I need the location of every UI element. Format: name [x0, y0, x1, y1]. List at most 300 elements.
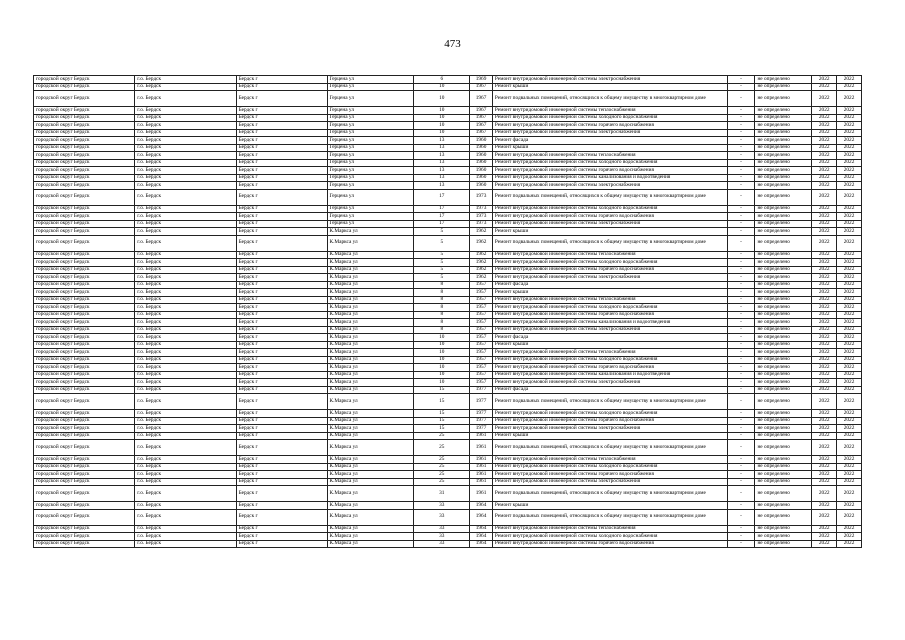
- city-cell: Бердск г: [236, 281, 327, 289]
- municipality-cell: городской округ Бердск: [34, 341, 135, 349]
- work-cost-cell: -: [727, 471, 755, 479]
- street-cell: К.Маркса ул: [327, 349, 414, 357]
- year-built-cell: 1977: [470, 417, 493, 425]
- street-cell: К.Маркса ул: [327, 235, 414, 251]
- street-cell: К.Маркса ул: [327, 533, 414, 541]
- end-year-cell: 2022: [837, 107, 862, 115]
- work-type-cell: Ремонт фасада: [492, 334, 727, 342]
- table-row: [34, 159, 862, 167]
- city-cell: Бердск г: [236, 304, 327, 312]
- house-number-cell: 13: [414, 174, 470, 182]
- start-year-cell: 2022: [812, 386, 837, 394]
- municipality-cell: городской округ Бердск: [34, 182, 135, 190]
- work-type-cell: Ремонт внутридомовой инженерной системы горячего водоснабжения: [492, 122, 727, 130]
- completion-status-cell: не определено: [755, 251, 812, 259]
- completion-status-cell: не определено: [755, 311, 812, 319]
- start-year-cell: 2022: [812, 319, 837, 327]
- completion-status-cell: не определено: [755, 417, 812, 425]
- district-cell: г.о. Бердск: [135, 304, 236, 312]
- street-cell: К.Маркса ул: [327, 502, 414, 510]
- start-year-cell: 2022: [812, 471, 837, 479]
- work-type-cell: Ремонт внутридомовой инженерной системы канализования и водоотведения: [492, 371, 727, 379]
- house-number-cell: 10: [414, 371, 470, 379]
- municipality-cell: городской округ Бердск: [34, 356, 135, 364]
- district-cell: г.о. Бердск: [135, 91, 236, 107]
- municipality-cell: городской округ Бердск: [34, 220, 135, 228]
- street-cell: К.Маркса ул: [327, 486, 414, 502]
- district-cell: г.о. Бердск: [135, 425, 236, 433]
- municipality-cell: городской округ Бердск: [34, 525, 135, 533]
- street-cell: К.Маркса ул: [327, 281, 414, 289]
- house-number-cell: 6: [414, 76, 470, 84]
- city-cell: Бердск г: [236, 122, 327, 130]
- start-year-cell: 2022: [812, 107, 837, 115]
- start-year-cell: 2022: [812, 167, 837, 175]
- house-number-cell: 13: [414, 152, 470, 160]
- city-cell: Бердск г: [236, 167, 327, 175]
- house-number-cell: 5: [414, 266, 470, 274]
- municipality-cell: городской округ Бердск: [34, 213, 135, 221]
- work-type-cell: Ремонт внутридомовой инженерной системы электроснабжения: [492, 326, 727, 334]
- work-type-cell: Ремонт внутридомовой инженерной системы электроснабжения: [492, 182, 727, 190]
- house-number-cell: 10: [414, 122, 470, 130]
- work-type-cell: Ремонт внутридомовой инженерной системы холодного водоснабжения: [492, 159, 727, 167]
- year-built-cell: 1957: [470, 319, 493, 327]
- house-number-cell: 10: [414, 364, 470, 372]
- city-cell: Бердск г: [236, 289, 327, 297]
- table-row: [34, 235, 862, 251]
- work-type-cell: Ремонт внутридомовой инженерной системы электроснабжения: [492, 220, 727, 228]
- district-cell: г.о. Бердск: [135, 251, 236, 259]
- house-number-cell: 15: [414, 386, 470, 394]
- city-cell: Бердск г: [236, 417, 327, 425]
- district-cell: г.о. Бердск: [135, 540, 236, 548]
- start-year-cell: 2022: [812, 266, 837, 274]
- municipality-cell: городской округ Бердск: [34, 364, 135, 372]
- end-year-cell: 2022: [837, 296, 862, 304]
- end-year-cell: 2022: [837, 394, 862, 410]
- work-cost-cell: -: [727, 274, 755, 282]
- start-year-cell: 2022: [812, 251, 837, 259]
- municipality-cell: городской округ Бердск: [34, 326, 135, 334]
- work-cost-cell: -: [727, 152, 755, 160]
- street-cell: К.Маркса ул: [327, 259, 414, 267]
- district-cell: г.о. Бердск: [135, 205, 236, 213]
- work-type-cell: Ремонт внутридомовой инженерной системы горячего водоснабжения: [492, 540, 727, 548]
- table-row: [34, 152, 862, 160]
- end-year-cell: 2022: [837, 478, 862, 486]
- house-number-cell: 8: [414, 289, 470, 297]
- completion-status-cell: не определено: [755, 356, 812, 364]
- district-cell: г.о. Бердск: [135, 334, 236, 342]
- house-number-cell: 10: [414, 91, 470, 107]
- municipality-cell: городской округ Бердск: [34, 410, 135, 418]
- end-year-cell: 2022: [837, 220, 862, 228]
- street-cell: Герцена ул: [327, 174, 414, 182]
- municipality-cell: городской округ Бердск: [34, 289, 135, 297]
- completion-status-cell: не определено: [755, 167, 812, 175]
- completion-status-cell: не определено: [755, 371, 812, 379]
- start-year-cell: 2022: [812, 137, 837, 145]
- table-row: [34, 189, 862, 205]
- municipality-cell: городской округ Бердск: [34, 259, 135, 267]
- start-year-cell: 2022: [812, 213, 837, 221]
- completion-status-cell: не определено: [755, 364, 812, 372]
- street-cell: К.Маркса ул: [327, 341, 414, 349]
- work-type-cell: Ремонт внутридомовой инженерной системы теплоснабжения: [492, 296, 727, 304]
- work-cost-cell: -: [727, 122, 755, 130]
- work-type-cell: Ремонт подвальных помещений, относящихся к общему имуществу в многоквартирном доме: [492, 486, 727, 502]
- start-year-cell: 2022: [812, 456, 837, 464]
- table-row: [34, 379, 862, 387]
- work-type-cell: Ремонт подвальных помещений, относящихся к общему имуществу в многоквартирном доме: [492, 440, 727, 456]
- city-cell: Бердск г: [236, 341, 327, 349]
- municipality-cell: городской округ Бердск: [34, 471, 135, 479]
- completion-status-cell: не определено: [755, 296, 812, 304]
- work-type-cell: Ремонт фасада: [492, 281, 727, 289]
- start-year-cell: 2022: [812, 311, 837, 319]
- street-cell: К.Маркса ул: [327, 394, 414, 410]
- work-cost-cell: -: [727, 417, 755, 425]
- table-row: [34, 266, 862, 274]
- year-built-cell: 1964: [470, 502, 493, 510]
- completion-status-cell: не определено: [755, 456, 812, 464]
- house-number-cell: 13: [414, 167, 470, 175]
- house-number-cell: 8: [414, 311, 470, 319]
- district-cell: г.о. Бердск: [135, 379, 236, 387]
- house-number-cell: 10: [414, 341, 470, 349]
- street-cell: К.Маркса ул: [327, 274, 414, 282]
- start-year-cell: 2022: [812, 371, 837, 379]
- street-cell: К.Маркса ул: [327, 463, 414, 471]
- end-year-cell: 2022: [837, 228, 862, 236]
- completion-status-cell: не определено: [755, 471, 812, 479]
- work-cost-cell: -: [727, 356, 755, 364]
- completion-status-cell: не определено: [755, 334, 812, 342]
- district-cell: г.о. Бердск: [135, 167, 236, 175]
- municipality-cell: городской округ Бердск: [34, 394, 135, 410]
- city-cell: Бердск г: [236, 440, 327, 456]
- work-type-cell: Ремонт внутридомовой инженерной системы электроснабжения: [492, 274, 727, 282]
- end-year-cell: 2022: [837, 386, 862, 394]
- start-year-cell: 2022: [812, 364, 837, 372]
- city-cell: Бердск г: [236, 379, 327, 387]
- work-type-cell: Ремонт крыши: [492, 144, 727, 152]
- city-cell: Бердск г: [236, 205, 327, 213]
- house-number-cell: 10: [414, 107, 470, 115]
- table-row: [34, 425, 862, 433]
- district-cell: г.о. Бердск: [135, 159, 236, 167]
- house-number-cell: 17: [414, 220, 470, 228]
- completion-status-cell: не определено: [755, 274, 812, 282]
- table-row: [34, 432, 862, 440]
- district-cell: г.о. Бердск: [135, 502, 236, 510]
- year-built-cell: 1962: [470, 251, 493, 259]
- house-number-cell: 10: [414, 356, 470, 364]
- year-built-cell: 1962: [470, 228, 493, 236]
- house-number-cell: 17: [414, 189, 470, 205]
- house-number-cell: 8: [414, 326, 470, 334]
- city-cell: Бердск г: [236, 509, 327, 525]
- work-cost-cell: -: [727, 296, 755, 304]
- year-built-cell: 1957: [470, 364, 493, 372]
- completion-status-cell: не определено: [755, 159, 812, 167]
- start-year-cell: 2022: [812, 76, 837, 84]
- house-number-cell: 10: [414, 114, 470, 122]
- end-year-cell: 2022: [837, 251, 862, 259]
- start-year-cell: 2022: [812, 349, 837, 357]
- city-cell: Бердск г: [236, 311, 327, 319]
- district-cell: г.о. Бердск: [135, 107, 236, 115]
- municipality-cell: городской округ Бердск: [34, 159, 135, 167]
- year-built-cell: 1973: [470, 189, 493, 205]
- end-year-cell: 2022: [837, 440, 862, 456]
- street-cell: К.Маркса ул: [327, 478, 414, 486]
- page-number: 473: [444, 38, 461, 50]
- start-year-cell: 2022: [812, 114, 837, 122]
- end-year-cell: 2022: [837, 410, 862, 418]
- house-number-cell: 17: [414, 205, 470, 213]
- work-cost-cell: -: [727, 425, 755, 433]
- district-cell: г.о. Бердск: [135, 174, 236, 182]
- year-built-cell: 1962: [470, 266, 493, 274]
- street-cell: Герцена ул: [327, 205, 414, 213]
- house-number-cell: 31: [414, 486, 470, 502]
- district-cell: г.о. Бердск: [135, 144, 236, 152]
- start-year-cell: 2022: [812, 304, 837, 312]
- street-cell: Герцена ул: [327, 129, 414, 137]
- table-row: [34, 274, 862, 282]
- city-cell: Бердск г: [236, 159, 327, 167]
- start-year-cell: 2022: [812, 289, 837, 297]
- completion-status-cell: не определено: [755, 129, 812, 137]
- completion-status-cell: не определено: [755, 76, 812, 84]
- district-cell: г.о. Бердск: [135, 129, 236, 137]
- table-row: [34, 334, 862, 342]
- completion-status-cell: не определено: [755, 220, 812, 228]
- city-cell: Бердск г: [236, 525, 327, 533]
- completion-status-cell: не определено: [755, 486, 812, 502]
- work-cost-cell: -: [727, 137, 755, 145]
- start-year-cell: 2022: [812, 509, 837, 525]
- work-type-cell: Ремонт подвальных помещений, относящихся к общему имуществу в многоквартирном доме: [492, 91, 727, 107]
- street-cell: Герцена ул: [327, 167, 414, 175]
- district-cell: г.о. Бердск: [135, 356, 236, 364]
- completion-status-cell: не определено: [755, 91, 812, 107]
- house-number-cell: 33: [414, 540, 470, 548]
- completion-status-cell: не определено: [755, 107, 812, 115]
- work-type-cell: Ремонт внутридомовой инженерной системы теплоснабжения: [492, 456, 727, 464]
- completion-status-cell: не определено: [755, 540, 812, 548]
- work-type-cell: Ремонт внутридомовой инженерной системы теплоснабжения: [492, 251, 727, 259]
- work-type-cell: Ремонт внутридомовой инженерной системы электроснабжения: [492, 76, 727, 84]
- district-cell: г.о. Бердск: [135, 228, 236, 236]
- work-cost-cell: -: [727, 533, 755, 541]
- city-cell: Бердск г: [236, 319, 327, 327]
- work-cost-cell: -: [727, 235, 755, 251]
- year-built-cell: 1957: [470, 311, 493, 319]
- completion-status-cell: не определено: [755, 463, 812, 471]
- work-cost-cell: -: [727, 463, 755, 471]
- municipality-cell: городской округ Бердск: [34, 456, 135, 464]
- end-year-cell: 2022: [837, 349, 862, 357]
- work-type-cell: Ремонт внутридомовой инженерной системы горячего водоснабжения: [492, 471, 727, 479]
- city-cell: Бердск г: [236, 76, 327, 84]
- table-row: [34, 107, 862, 115]
- end-year-cell: 2022: [837, 356, 862, 364]
- year-built-cell: 1960: [470, 174, 493, 182]
- district-cell: г.о. Бердск: [135, 213, 236, 221]
- work-cost-cell: -: [727, 213, 755, 221]
- year-built-cell: 1957: [470, 356, 493, 364]
- work-cost-cell: -: [727, 311, 755, 319]
- city-cell: Бердск г: [236, 502, 327, 510]
- table-row: [34, 540, 862, 548]
- completion-status-cell: не определено: [755, 432, 812, 440]
- house-number-cell: 5: [414, 235, 470, 251]
- district-cell: г.о. Бердск: [135, 152, 236, 160]
- start-year-cell: 2022: [812, 502, 837, 510]
- district-cell: г.о. Бердск: [135, 533, 236, 541]
- work-cost-cell: -: [727, 502, 755, 510]
- start-year-cell: 2022: [812, 463, 837, 471]
- end-year-cell: 2022: [837, 463, 862, 471]
- year-built-cell: 1967: [470, 129, 493, 137]
- completion-status-cell: не определено: [755, 174, 812, 182]
- work-type-cell: Ремонт крыши: [492, 432, 727, 440]
- table-row: [34, 486, 862, 502]
- municipality-cell: городской округ Бердск: [34, 228, 135, 236]
- completion-status-cell: не определено: [755, 137, 812, 145]
- start-year-cell: 2022: [812, 281, 837, 289]
- district-cell: г.о. Бердск: [135, 114, 236, 122]
- end-year-cell: 2022: [837, 486, 862, 502]
- end-year-cell: 2022: [837, 425, 862, 433]
- municipality-cell: городской округ Бердск: [34, 478, 135, 486]
- street-cell: К.Маркса ул: [327, 440, 414, 456]
- street-cell: К.Маркса ул: [327, 228, 414, 236]
- end-year-cell: 2022: [837, 311, 862, 319]
- district-cell: г.о. Бердск: [135, 364, 236, 372]
- work-cost-cell: -: [727, 91, 755, 107]
- house-number-cell: 5: [414, 259, 470, 267]
- completion-status-cell: не определено: [755, 281, 812, 289]
- table-row: [34, 471, 862, 479]
- work-cost-cell: -: [727, 478, 755, 486]
- table-row: [34, 319, 862, 327]
- start-year-cell: 2022: [812, 144, 837, 152]
- table-row: [34, 228, 862, 236]
- work-cost-cell: -: [727, 189, 755, 205]
- district-cell: г.о. Бердск: [135, 122, 236, 130]
- work-type-cell: Ремонт внутридомовой инженерной системы холодного водоснабжения: [492, 259, 727, 267]
- house-number-cell: 8: [414, 296, 470, 304]
- end-year-cell: 2022: [837, 334, 862, 342]
- street-cell: Герцена ул: [327, 144, 414, 152]
- start-year-cell: 2022: [812, 394, 837, 410]
- house-number-cell: 33: [414, 502, 470, 510]
- house-number-cell: 15: [414, 425, 470, 433]
- city-cell: Бердск г: [236, 533, 327, 541]
- street-cell: К.Маркса ул: [327, 379, 414, 387]
- district-cell: г.о. Бердск: [135, 76, 236, 84]
- district-cell: г.о. Бердск: [135, 289, 236, 297]
- table-row: [34, 311, 862, 319]
- table-row: [34, 182, 862, 190]
- year-built-cell: 1957: [470, 326, 493, 334]
- city-cell: Бердск г: [236, 228, 327, 236]
- start-year-cell: 2022: [812, 356, 837, 364]
- street-cell: Герцена ул: [327, 213, 414, 221]
- municipality-cell: городской округ Бердск: [34, 304, 135, 312]
- year-built-cell: 1957: [470, 334, 493, 342]
- year-built-cell: 1960: [470, 167, 493, 175]
- city-cell: Бердск г: [236, 91, 327, 107]
- end-year-cell: 2022: [837, 326, 862, 334]
- completion-status-cell: не определено: [755, 144, 812, 152]
- completion-status-cell: не определено: [755, 266, 812, 274]
- street-cell: Герцена ул: [327, 107, 414, 115]
- municipality-cell: городской округ Бердск: [34, 463, 135, 471]
- completion-status-cell: не определено: [755, 259, 812, 267]
- table-row: [34, 220, 862, 228]
- start-year-cell: 2022: [812, 205, 837, 213]
- end-year-cell: 2022: [837, 533, 862, 541]
- municipality-cell: городской округ Бердск: [34, 349, 135, 357]
- end-year-cell: 2022: [837, 371, 862, 379]
- work-cost-cell: -: [727, 107, 755, 115]
- table-row: [34, 410, 862, 418]
- table-row: [34, 456, 862, 464]
- work-type-cell: Ремонт крыши: [492, 289, 727, 297]
- work-cost-cell: -: [727, 319, 755, 327]
- street-cell: К.Маркса ул: [327, 304, 414, 312]
- year-built-cell: 1967: [470, 122, 493, 130]
- house-number-cell: 10: [414, 129, 470, 137]
- work-cost-cell: -: [727, 456, 755, 464]
- city-cell: Бердск г: [236, 456, 327, 464]
- work-type-cell: Ремонт внутридомовой инженерной системы холодного водоснабжения: [492, 304, 727, 312]
- end-year-cell: 2022: [837, 144, 862, 152]
- start-year-cell: 2022: [812, 174, 837, 182]
- table-row: [34, 91, 862, 107]
- city-cell: Бердск г: [236, 478, 327, 486]
- district-cell: г.о. Бердск: [135, 471, 236, 479]
- table-row: [34, 502, 862, 510]
- table-row: [34, 440, 862, 456]
- work-type-cell: Ремонт внутридомовой инженерной системы горячего водоснабжения: [492, 167, 727, 175]
- work-cost-cell: -: [727, 251, 755, 259]
- street-cell: К.Маркса ул: [327, 364, 414, 372]
- municipality-cell: городской округ Бердск: [34, 417, 135, 425]
- table-row: [34, 533, 862, 541]
- work-type-cell: Ремонт внутридомовой инженерной системы электроснабжения: [492, 478, 727, 486]
- table-row: [34, 174, 862, 182]
- work-type-cell: Ремонт внутридомовой инженерной системы горячего водоснабжения: [492, 213, 727, 221]
- year-built-cell: 1964: [470, 525, 493, 533]
- street-cell: К.Маркса ул: [327, 540, 414, 548]
- street-cell: Герцена ул: [327, 182, 414, 190]
- table-row: [34, 167, 862, 175]
- start-year-cell: 2022: [812, 122, 837, 130]
- end-year-cell: 2022: [837, 341, 862, 349]
- district-cell: г.о. Бердск: [135, 266, 236, 274]
- start-year-cell: 2022: [812, 525, 837, 533]
- end-year-cell: 2022: [837, 205, 862, 213]
- work-type-cell: Ремонт внутридомовой инженерной системы теплоснабжения: [492, 107, 727, 115]
- city-cell: Бердск г: [236, 266, 327, 274]
- work-type-cell: Ремонт внутридомовой инженерной системы холодного водоснабжения: [492, 114, 727, 122]
